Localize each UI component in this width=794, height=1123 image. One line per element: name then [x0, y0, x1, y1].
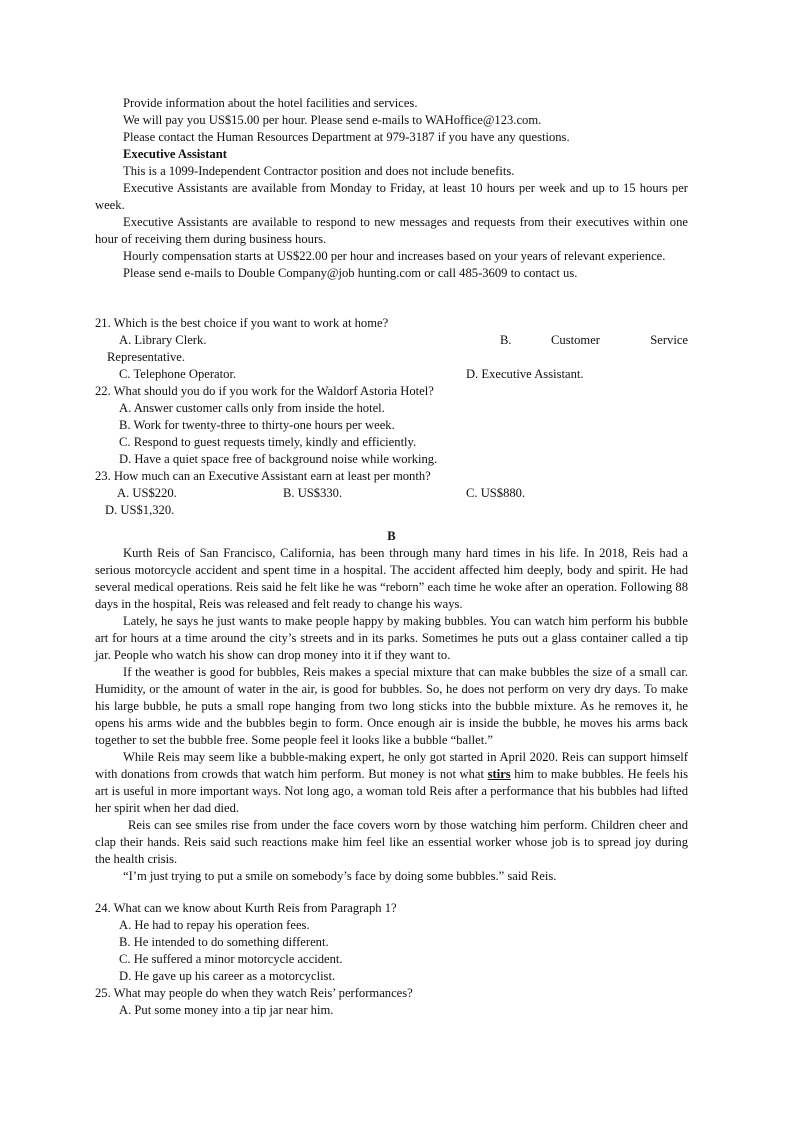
option-21-b-letter: B. — [500, 333, 512, 347]
option-24-a: A. He had to repay his operation fees. — [119, 918, 310, 932]
question-21-options-row-2 — [95, 349, 688, 366]
question-21-options-row-1 — [95, 332, 688, 349]
option-22-d: D. Have a quiet space free of background noise while working. — [119, 452, 438, 466]
passage-b-text: While Reis may seem like a bubble-making expert, he only got started in April 2020. Reis can support himself with donations from crowds that watch him perform. But money is not what — [95, 750, 688, 781]
question-24-stem: 24. What can we know about Kurth Reis from Paragraph 1? — [95, 901, 397, 915]
passage-b-paragraph: Reis can see smiles rise from under the face covers worn by those watching him perform. Children cheer and clap their hands. Reis said such reactions make him feel like an essential worker whose job is to spread joy during the health crisis. — [95, 818, 688, 866]
option-21-a: A. Library Clerk. — [119, 333, 207, 347]
questions-b — [95, 900, 688, 1019]
option-23-a: A. US$220. — [117, 486, 177, 500]
passage-a-line: We will pay you US$15.00 per hour. Please send e-mails to WAHoffice@123.com. — [123, 113, 542, 127]
question-21-stem: 21. Which is the best choice if you want to work at home? — [95, 316, 389, 330]
question-25-stem: 25. What may people do when they watch Reis’ performances? — [95, 986, 413, 1000]
question-21-options-row-3 — [95, 366, 688, 383]
passage-b-text: him to make bubbles. He feels his art is useful in more important ways. Not long ago, a woman told Reis after a performance that his bubbles had lifted her spirit when her dad died. — [95, 767, 688, 815]
option-22-a: A. Answer customer calls only from inside the hotel. — [119, 401, 385, 415]
option-24-b: B. He intended to do something different. — [119, 935, 329, 949]
question-23-stem: 23. How much can an Executive Assistant earn at least per month? — [95, 469, 431, 483]
executive-assistant-paragraph: Please send e-mails to Double Company@job hunting.com or call 485-3609 to contact us. — [123, 266, 578, 280]
option-22-c: C. Respond to guest requests timely, kindly and efficiently. — [119, 435, 417, 449]
passage-b-paragraph — [95, 749, 688, 817]
executive-assistant-paragraph: Hourly compensation starts at US$22.00 per hour and increases based on your years of relevant experience. — [123, 249, 666, 263]
executive-assistant-heading: Executive Assistant — [123, 147, 227, 161]
passage-b-paragraph: If the weather is good for bubbles, Reis makes a special mixture that can make bubbles the size of a small car. Humidity, or the amount of water in the air, is good for bubbles. So, he does not perform on very dry days. To make his large bubble, he puts a small rope hanging from two long sticks into the bubble mixture. As he removes it, he opens his arms wide and the bubbles begin to form. Once enough air is inside the bubble, he moves his arms back together to set the bubble free. Some people feel it looks like a bubble “ballet.” — [95, 665, 688, 747]
passage-a-line: Provide information about the hotel facilities and services. — [123, 96, 418, 110]
question-23-options-row-2 — [95, 502, 688, 519]
option-24-c: C. He suffered a minor motorcycle accident. — [119, 952, 343, 966]
passage-a-line: Please contact the Human Resources Department at 979-3187 if you have any questions. — [123, 130, 570, 144]
passage-b-paragraph: Kurth Reis of San Francisco, California, has been through many hard times in his life. In 2018, Reis had a serious motorcycle accident and spent time in a hospital. The accident affected him deeply, body and spirit. He had several medical operations. Reis said he felt like he was “reborn” each time he woke after an operation. Following 88 days in the hospital, Reis was released and felt ready to change his ways. — [95, 546, 688, 611]
option-23-d: D. US$1,320. — [105, 503, 175, 517]
option-25-a: A. Put some money into a tip jar near him. — [119, 1003, 334, 1017]
option-21-b-word: Service — [650, 333, 688, 347]
option-21-d: D. Executive Assistant. — [466, 367, 584, 381]
option-23-b: B. US$330. — [283, 486, 343, 500]
passage-b — [95, 528, 688, 885]
executive-assistant-paragraph: Executive Assistants are available to respond to new messages and requests from their executives within one hour of receiving them during business hours. — [95, 215, 688, 246]
section-b-label: B — [387, 529, 396, 543]
questions-a — [95, 315, 688, 519]
keyword-stirs: stirs — [487, 767, 511, 781]
passage-a-text — [95, 95, 688, 282]
executive-assistant-paragraph: This is a 1099-Independent Contractor position and does not include benefits. — [123, 164, 515, 178]
passage-b-paragraph: “I’m just trying to put a smile on somebody’s face by doing some bubbles.” said Reis. — [123, 869, 557, 883]
option-24-d: D. He gave up his career as a motorcyclist. — [119, 969, 336, 983]
option-21-b-word: Representative. — [107, 350, 185, 364]
executive-assistant-paragraph: Executive Assistants are available from Monday to Friday, at least 10 hours per week and up to 15 hours per week. — [95, 181, 688, 212]
option-21-c: C. Telephone Operator. — [119, 367, 237, 381]
option-23-c: C. US$880. — [466, 486, 526, 500]
option-21-b-word: Customer — [551, 333, 600, 347]
question-22-stem: 22. What should you do if you work for the Waldorf Astoria Hotel? — [95, 384, 434, 398]
question-23-options-row-1 — [95, 485, 688, 502]
option-22-b: B. Work for twenty-three to thirty-one hours per week. — [119, 418, 395, 432]
passage-b-paragraph: Lately, he says he just wants to make people happy by making bubbles. You can watch him perform his bubble art for hours at a time around the city’s streets and in its parks. Sometimes he puts out a glass container called a tip jar. People who watch his show can drop money into it if they want to. — [95, 614, 688, 662]
